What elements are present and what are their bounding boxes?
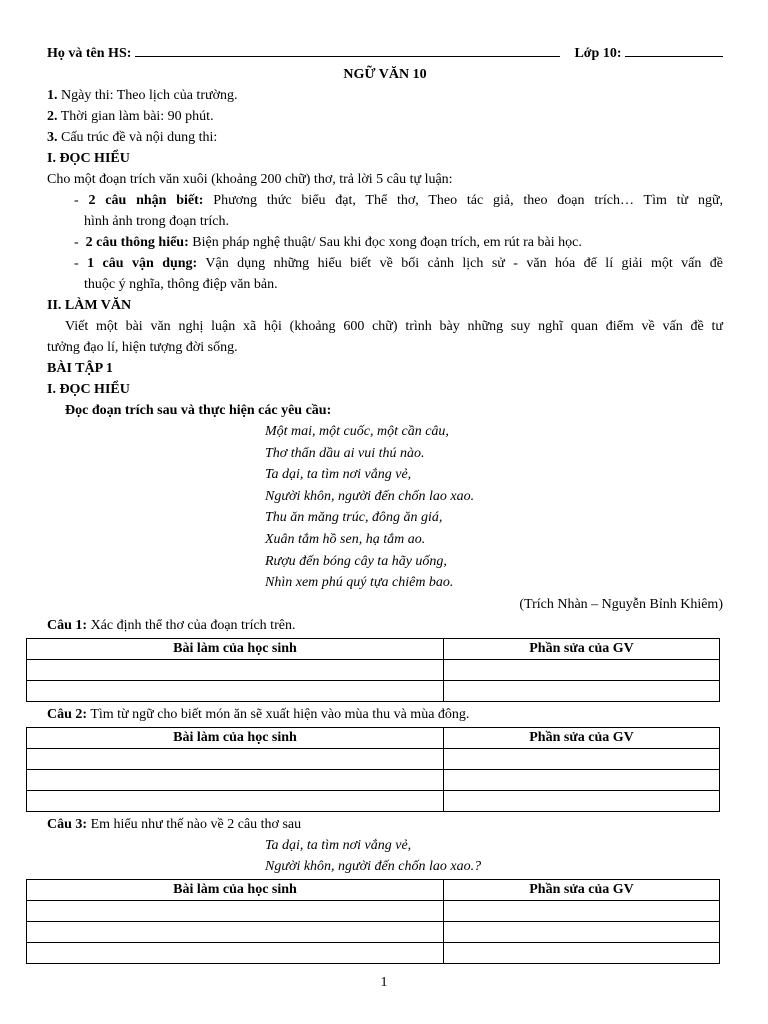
poem-line: Một mai, một cuốc, một cần câu, [265, 424, 449, 439]
name-label: Họ và tên HS: [47, 46, 132, 61]
question-1: Câu 1: Xác định thể thơ của đoạn trích trên. [47, 617, 296, 633]
poem-source: (Trích Nhàn – Nguyễn Bỉnh Khiêm) [519, 596, 723, 612]
student-answer-cell[interactable] [27, 900, 444, 921]
section-intro: Cho một đoạn trích văn xuôi (khoảng 200 chữ) thơ, trả lời 5 câu tự luận: [47, 172, 453, 187]
question-3: Câu 3: Em hiểu như thế nào về 2 câu thơ sau [47, 816, 302, 832]
name-field[interactable] [47, 42, 560, 64]
question-2: Câu 2: Tìm từ ngữ cho biết món ăn sẽ xuất hiện vào mùa thu và mùa đông. [47, 706, 470, 722]
info-item: 1. Ngày thi: Theo lịch của trường. [47, 88, 238, 103]
student-answer-cell[interactable] [27, 921, 444, 942]
name-blank[interactable] [135, 42, 560, 57]
poem-line: Ta dại, ta tìm nơi vắng vẻ, [265, 467, 412, 483]
quote-line: Người khôn, người đến chốn lao xao.? [265, 858, 482, 874]
teacher-correction-cell[interactable] [444, 921, 720, 942]
class-blank[interactable] [625, 42, 723, 57]
bullet-item: - 2 câu thông hiểu: Biện pháp nghệ thuật/ Sau khi đọc xong đoạn trích, em rút ra bài học. [74, 235, 582, 250]
teacher-column-header: Phần sửa của GV [444, 638, 720, 659]
poem-line: Nhìn xem phú quý tựa chiêm bao. [265, 575, 454, 591]
exercise-title: BÀI TẬP 1 [47, 361, 113, 376]
student-answer-cell[interactable] [27, 942, 444, 963]
teacher-correction-cell[interactable] [444, 748, 720, 769]
class-field[interactable] [574, 42, 723, 64]
info-item: 2. Thời gian làm bài: 90 phút. [47, 109, 214, 124]
worksheet-page [47, 42, 723, 966]
teacher-correction-cell[interactable] [444, 659, 720, 680]
student-answer-cell[interactable] [27, 790, 444, 811]
class-label: Lớp 10: [574, 46, 622, 61]
answer-table-2 [26, 727, 720, 812]
teacher-column-header: Phần sửa của GV [444, 727, 720, 748]
student-answer-cell[interactable] [27, 769, 444, 790]
bullet-item: - 2 câu nhận biết: Phương thức biểu đạt, Thể thơ, Theo tác giả, theo đoạn trích… Tìm từ ngữ, hình ảnh trong đoạn trích. [74, 193, 724, 229]
teacher-correction-cell[interactable] [444, 942, 720, 963]
section-heading-reading: I. ĐỌC HIỂU [47, 151, 130, 166]
poem-line: Xuân tắm hồ sen, hạ tắm ao. [265, 531, 426, 547]
poem-line: Thơ thẩn dầu ai vui thú nào. [265, 445, 425, 461]
teacher-column-header: Phần sửa của GV [444, 879, 720, 900]
poem [47, 421, 723, 594]
answer-table-1 [26, 638, 720, 702]
bullet-item: - 1 câu vận dụng: Vận dụng những hiểu biết về bối cảnh lịch sử - văn hóa để lí giải một vấn đề thuộc ý nghĩa, thông điệp văn bản. [74, 256, 724, 292]
quote-line: Ta dại, ta tìm nơi vắng vẻ, [265, 837, 412, 853]
teacher-correction-cell[interactable] [444, 769, 720, 790]
poem-line: Người khôn, người đến chốn lao xao. [265, 488, 475, 504]
student-column-header: Bài làm của học sinh [27, 727, 444, 748]
writing-paragraph-line: tưởng đạo lí, hiện tượng đời sống. [47, 340, 238, 355]
writing-paragraph-line: Viết một bài văn nghị luận xã hội (khoảng 600 chữ) trình bày những suy nghĩ quan điểm về vấn đề tư [65, 319, 723, 334]
page-title: NGỮ VĂN 10 [343, 67, 427, 82]
poem-line: Rượu đến bóng cây ta hãy uống, [265, 553, 447, 569]
section-heading-writing: II. LÀM VĂN [47, 298, 132, 313]
student-column-header: Bài làm của học sinh [27, 879, 444, 900]
exercise-heading: I. ĐỌC HIỂU [47, 382, 130, 397]
info-item: 3. Cấu trúc đề và nội dung thi: [47, 130, 218, 145]
teacher-correction-cell[interactable] [444, 900, 720, 921]
student-answer-cell[interactable] [27, 659, 444, 680]
student-answer-cell[interactable] [27, 748, 444, 769]
exercise-instruction: Đọc đoạn trích sau và thực hiện các yêu cầu: [65, 403, 332, 418]
student-answer-cell[interactable] [27, 680, 444, 701]
answer-table-3 [26, 879, 720, 964]
teacher-correction-cell[interactable] [444, 790, 720, 811]
student-info-row [47, 42, 723, 64]
question-3-quote [47, 835, 723, 877]
student-column-header: Bài làm của học sinh [27, 638, 444, 659]
poem-line: Thu ăn măng trúc, đông ăn giá, [265, 510, 443, 526]
teacher-correction-cell[interactable] [444, 680, 720, 701]
page-number: 1 [380, 975, 388, 990]
